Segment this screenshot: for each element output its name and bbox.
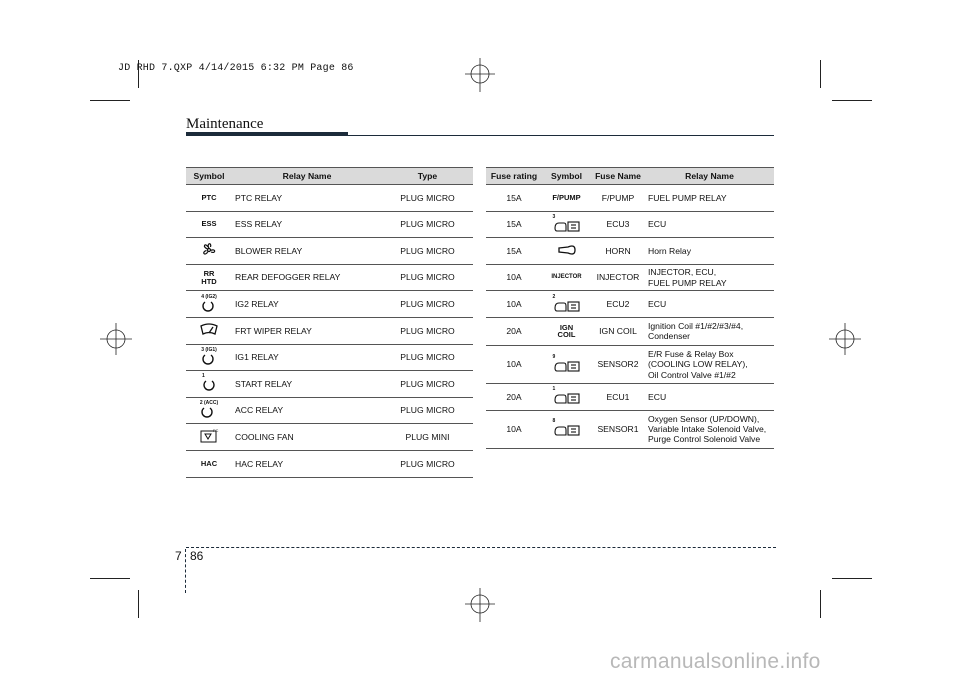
fuse-table-row [486, 410, 774, 448]
symbol-text: ESS [201, 219, 217, 229]
fuse-symbol-cell [542, 211, 591, 238]
relay-symbol-cell [186, 238, 232, 265]
relay-table-row [186, 264, 473, 291]
engine-ecu-icon [553, 365, 581, 375]
fuse-name-cell: ECU3 [591, 211, 645, 238]
fuse-name-cell: ECU2 [591, 291, 645, 318]
fuse-table-row [486, 185, 774, 212]
symbol-label: 2 [552, 293, 556, 300]
engine-ecu-icon [553, 429, 581, 439]
fuse-symbol-cell [542, 383, 591, 410]
fuse-rating-cell: 10A [486, 291, 542, 318]
header-relay-name: Relay Name [232, 168, 382, 185]
fuse-rating-cell: 10A [486, 345, 542, 383]
relay-type-cell: PLUG MICRO [382, 185, 473, 212]
relay-name-cell: COOLING FAN [232, 424, 382, 451]
fuse-name-cell: ECU1 [591, 383, 645, 410]
symbol-label: 4 (IG2) [201, 293, 217, 300]
fuse-relay-cell: ECU [645, 383, 774, 410]
relay-type-cell: PLUG MICRO [382, 450, 473, 477]
relay-symbol-cell [186, 317, 232, 344]
fuse-table-row [486, 317, 774, 345]
relay-table [186, 167, 473, 478]
symbol-label: 3 (IG1) [201, 346, 217, 353]
header-symbol: Symbol [542, 168, 591, 185]
relay-symbol-cell [186, 371, 232, 398]
fuse-rating-cell: 20A [486, 317, 542, 345]
fuse-table-row [486, 238, 774, 265]
symbol-label: 1 [552, 386, 556, 393]
ignition-icon [202, 384, 216, 394]
relay-type-cell: PLUG MICRO [382, 317, 473, 344]
symbol-text: IGN COIL [557, 322, 576, 340]
section-title-rule [348, 135, 774, 136]
relay-table-row [186, 317, 473, 344]
section-title-bar [186, 132, 348, 136]
relay-name-cell: START RELAY [232, 371, 382, 398]
fuse-table-row [486, 291, 774, 318]
symbol-text: INJECTOR [551, 274, 582, 281]
relay-type-cell: PLUG MICRO [382, 264, 473, 291]
fuse-name-cell: INJECTOR [591, 264, 645, 291]
relay-name-cell: HAC RELAY [232, 450, 382, 477]
relay-symbol-cell [186, 424, 232, 451]
ignition-icon [201, 305, 215, 315]
relay-table-row [186, 291, 473, 318]
fuse-table-row [486, 264, 774, 291]
engine-ecu-icon [553, 397, 581, 407]
section-title: Maintenance [186, 116, 264, 132]
page-number: 86 [190, 549, 204, 563]
fuse-symbol-cell [542, 317, 591, 345]
fuse-rating-cell: 10A [486, 410, 542, 448]
relay-type-cell: PLUG MICRO [382, 211, 473, 238]
ignition-icon [200, 411, 214, 421]
relay-symbol-cell [186, 344, 232, 371]
fuse-table-row [486, 211, 774, 238]
ignition-icon [201, 358, 215, 368]
relay-symbol-cell [186, 291, 232, 318]
relay-symbol-cell [186, 211, 232, 238]
fuse-rating-cell: 20A [486, 383, 542, 410]
svg-text:FC: FC [213, 427, 219, 433]
relay-name-cell: BLOWER RELAY [232, 238, 382, 265]
symbol-text: F/PUMP [552, 192, 581, 202]
blower-fan-icon [200, 251, 218, 261]
fuse-symbol-cell [542, 185, 591, 212]
fuse-relay-cell: ECU [645, 211, 774, 238]
fuse-relay-cell: Horn Relay [645, 238, 774, 265]
chapter-number: 7 [175, 549, 182, 563]
relay-table-row [186, 424, 473, 451]
relay-name-cell: REAR DEFOGGER RELAY [232, 264, 382, 291]
relay-table-header [186, 168, 473, 185]
engine-ecu-icon [553, 305, 581, 315]
fuse-table-row [486, 383, 774, 410]
fuse-symbol-cell [542, 238, 591, 265]
cooling-fan-icon [199, 427, 219, 446]
relay-table-row [186, 450, 473, 477]
header-relay-name: Relay Name [645, 168, 774, 185]
fuse-symbol-cell [542, 345, 591, 383]
relay-symbol-cell [186, 397, 232, 424]
relay-type-cell: PLUG MICRO [382, 238, 473, 265]
fuse-symbol-cell [542, 264, 591, 291]
relay-table-row [186, 211, 473, 238]
relay-table-row [186, 371, 473, 398]
fuse-table-row [486, 345, 774, 383]
print-slug: JD RHD 7.QXP 4/14/2015 6:32 PM Page 86 [118, 63, 354, 74]
fuse-rating-cell: 10A [486, 264, 542, 291]
header-symbol: Symbol [186, 168, 232, 185]
fuse-rating-cell: 15A [486, 211, 542, 238]
horn-icon [556, 249, 578, 259]
relay-table-row [186, 185, 473, 212]
relay-name-cell: ESS RELAY [232, 211, 382, 238]
engine-ecu-icon [553, 225, 581, 235]
fuse-name-cell: F/PUMP [591, 185, 645, 212]
relay-symbol-cell [186, 450, 232, 477]
fuse-relay-cell: Ignition Coil #1/#2/#3/#4, Condenser [645, 317, 774, 345]
relay-type-cell: PLUG MICRO [382, 397, 473, 424]
relay-type-cell: PLUG MINI [382, 424, 473, 451]
symbol-label: 9 [552, 353, 556, 360]
fuse-relay-cell: INJECTOR, ECU, FUEL PUMP RELAY [645, 264, 774, 291]
fuse-name-cell: SENSOR1 [591, 410, 645, 448]
relay-type-cell: PLUG MICRO [382, 291, 473, 318]
fuse-symbol-cell [542, 410, 591, 448]
relay-type-cell: PLUG MICRO [382, 371, 473, 398]
fuse-name-cell: SENSOR2 [591, 345, 645, 383]
fuse-symbol-cell [542, 291, 591, 318]
symbol-text: RR HTD [201, 268, 217, 286]
footer-rule [186, 547, 776, 548]
relay-table-row [186, 238, 473, 265]
symbol-text: HAC [200, 458, 218, 468]
fuse-table [486, 167, 774, 449]
fuse-table-header [486, 168, 774, 185]
symbol-label: 3 [552, 213, 556, 220]
symbol-label: 2 (ACC) [199, 399, 219, 406]
fuse-relay-cell: FUEL PUMP RELAY [645, 185, 774, 212]
symbol-text: PTC [201, 192, 217, 202]
relay-symbol-cell [186, 185, 232, 212]
wiper-icon [199, 329, 219, 339]
symbol-label: 1 [202, 373, 205, 380]
header-fuse-rating: Fuse rating [486, 168, 542, 185]
fuse-rating-cell: 15A [486, 185, 542, 212]
fuse-rating-cell: 15A [486, 238, 542, 265]
fuse-relay-cell: E/R Fuse & Relay Box (COOLING LOW RELAY), Oil Control Valve #1/#2 [645, 345, 774, 383]
watermark: carmanualsonline.info [610, 650, 821, 673]
relay-name-cell: ACC RELAY [232, 397, 382, 424]
relay-symbol-cell [186, 264, 232, 291]
relay-name-cell: FRT WIPER RELAY [232, 317, 382, 344]
relay-name-cell: IG2 RELAY [232, 291, 382, 318]
symbol-label: 8 [552, 418, 556, 425]
header-fuse-name: Fuse Name [591, 168, 645, 185]
fuse-relay-cell: ECU [645, 291, 774, 318]
relay-type-cell: PLUG MICRO [382, 344, 473, 371]
relay-name-cell: IG1 RELAY [232, 344, 382, 371]
footer-divider [185, 549, 186, 593]
header-type: Type [382, 168, 473, 185]
relay-table-row [186, 344, 473, 371]
fuse-relay-cell: Oxygen Sensor (UP/DOWN), Variable Intake Solenoid Valve, Purge Control Solenoid Valve [645, 410, 774, 448]
fuse-name-cell: HORN [591, 238, 645, 265]
relay-table-row [186, 397, 473, 424]
fuse-name-cell: IGN COIL [591, 317, 645, 345]
relay-name-cell: PTC RELAY [232, 185, 382, 212]
